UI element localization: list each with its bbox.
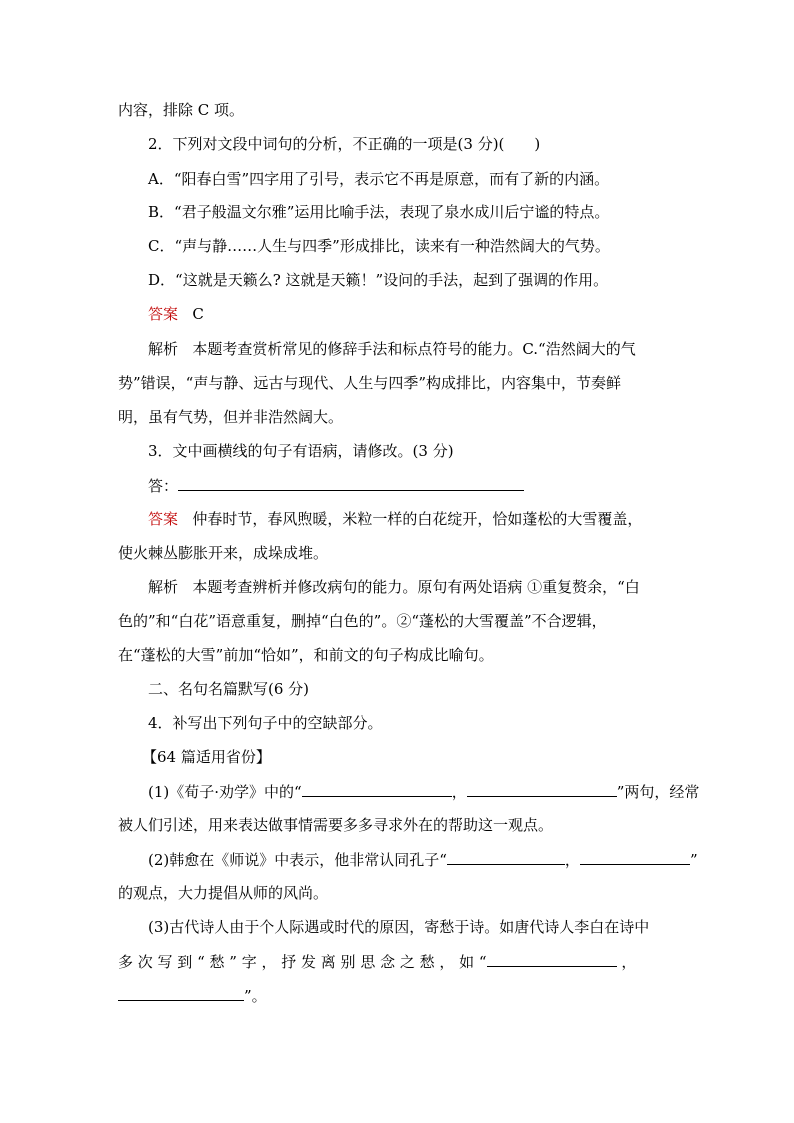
analysis-3-line1	[148, 577, 640, 597]
analysis-2-line3: 明，虽有气势，但并非浩然阔大。	[118, 408, 344, 426]
option-b: B．“君子般温文尔雅”运用比喻手法，表现了泉水成川后宁谧的特点。	[148, 203, 610, 221]
answer-2	[148, 304, 204, 324]
punctuation: ”	[689, 851, 698, 869]
option-d: D．“这就是天籁么? 这就是天籁！”设问的手法，起到了强调的作用。	[148, 271, 609, 289]
question-4: 4．补写出下列句子中的空缺部分。	[148, 714, 383, 732]
answer-prefix: 答：	[148, 477, 179, 495]
question-4-3-line2	[118, 951, 636, 972]
text-line: 内容，排除 C 项。	[118, 101, 245, 119]
answer-3-line2: 使火棘丛膨胀开来，成垛成堆。	[118, 544, 329, 562]
answer-value: C	[192, 305, 204, 323]
question-4-2	[148, 849, 698, 870]
option-a: A．“阳春白雪”四字用了引号，表示它不再是原意，而有了新的内涵。	[148, 170, 610, 188]
question-4-2-line2: 的观点，大力提倡从师的风尚。	[118, 884, 329, 902]
punctuation: ，	[451, 783, 467, 801]
punctuation: ，	[621, 953, 637, 971]
punctuation: ，	[564, 851, 580, 869]
fill-blank[interactable]	[487, 951, 617, 967]
applicable-tag: 【64 篇适用省份】	[142, 748, 271, 766]
fill-blank[interactable]	[302, 781, 452, 797]
analysis-label: 解析	[148, 578, 179, 596]
fill-blank[interactable]	[467, 781, 617, 797]
analysis-label: 解析	[148, 340, 179, 358]
analysis-3-line3: 在“蓬松的大雪”前加“恰如”，和前文的句子构成比喻句。	[118, 646, 494, 664]
question-2: 2．下列对文段中词句的分析，不正确的一项是(3 分)( )	[148, 135, 541, 153]
fill-blank[interactable]	[118, 985, 244, 1001]
question-text: 多 次 写 到 “ 愁 ” 字 ， 抒 发 离 别 思 念 之 愁 ， 如 “	[118, 953, 487, 971]
question-text: (1)《荀子·劝学》中的“	[148, 783, 302, 801]
question-4-3-line3	[118, 985, 267, 1006]
answer-field-3	[148, 475, 524, 496]
fill-blank[interactable]	[447, 849, 565, 865]
question-4-1	[148, 781, 699, 802]
section-heading: 二、名句名篇默写(6 分)	[148, 680, 310, 698]
analysis-2-line2: 势”错误，“声与静、远古与现代、人生与四季”构成排比，内容集中，节奏鲜	[118, 374, 622, 392]
answer-text: 仲春时节，春风煦暖，米粒一样的白花绽开，恰如蓬松的大雪覆盖，	[192, 510, 643, 528]
answer-blank[interactable]	[178, 475, 524, 491]
option-c: C．“声与静……人生与四季”形成排比，读来有一种浩然阔大的气势。	[148, 237, 610, 255]
punctuation: ”。	[244, 987, 267, 1005]
answer-3-line1	[148, 509, 642, 529]
analysis-text: 本题考查赏析常见的修辞手法和标点符号的能力。C.“浩然阔大的气	[192, 340, 636, 358]
question-4-3: (3)古代诗人由于个人际遇或时代的原因，寄愁于诗。如唐代诗人李白在诗中	[148, 918, 650, 936]
answer-label: 答案	[148, 510, 179, 528]
question-3: 3．文中画横线的句子有语病，请修改。(3 分)	[148, 442, 454, 460]
analysis-3-line2: 色的”和“白花”语意重复，删掉“白色的”。②“蓬松的大雪覆盖”不合逻辑，	[118, 612, 607, 630]
question-4-1-line2: 被人们引述，用来表达做事情需要多多寻求外在的帮助这一观点。	[118, 816, 554, 834]
analysis-text: 本题考查辨析并修改病句的能力。原句有两处语病 ①重复赘余，“白	[192, 578, 640, 596]
analysis-2-line1	[148, 339, 636, 359]
answer-label: 答案	[148, 305, 179, 323]
question-text: (2)韩愈在《师说》中表示，他非常认同孔子“	[148, 851, 447, 869]
question-text: ”两句，经常	[616, 783, 700, 801]
fill-blank[interactable]	[580, 849, 690, 865]
